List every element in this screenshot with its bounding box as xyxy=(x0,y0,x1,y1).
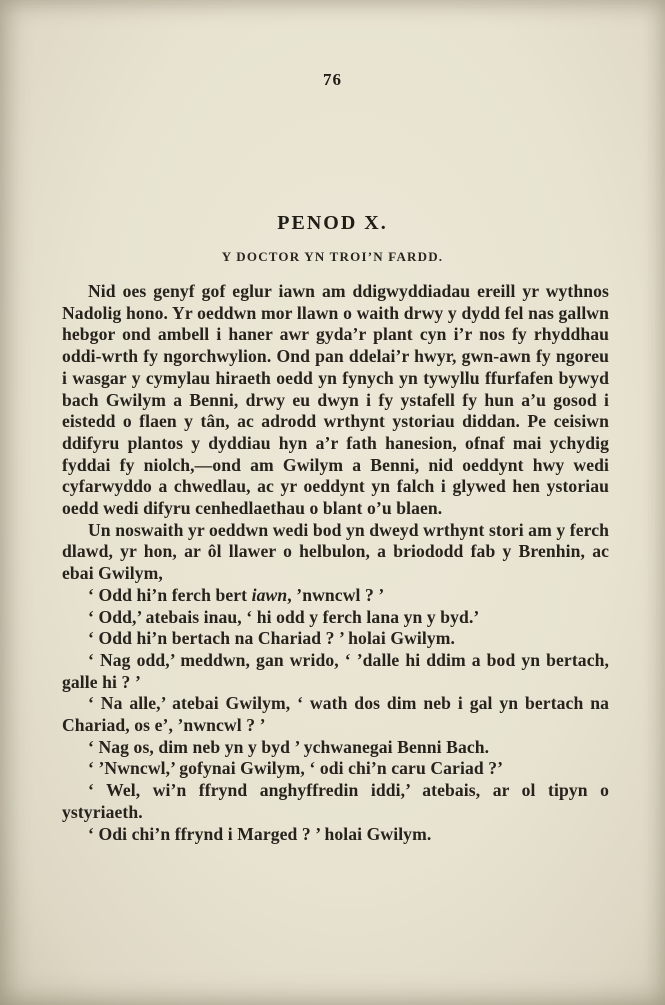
text-run: ‘ ’Nwncwl,’ gofynai Gwilym, ‘ odi chi’n caru Cariad ?’ xyxy=(88,758,504,779)
paragraph xyxy=(62,628,609,650)
text-run: ‘ Odd,’ atebais inau, ‘ hi odd y ferch lana yn y byd.’ xyxy=(88,606,480,627)
body-text xyxy=(62,281,609,845)
paragraph xyxy=(62,693,609,736)
text-run: Nid oes genyf gof eglur iawn am ddigwyddiadau ereill yr wythnos Nadolig hono. Yr oeddwn mor llawn o waith drwy y dydd fel nas gallwn hebgor ond ambell i haner awr gyda’r plant cyn i’r nos fy rhyddhau oddi-wrth fy ngorchwylion. Ond pan ddelai’r hwyr, gwn-awn fy ngoreu i wasgar y cymylau hiraeth oedd yn fynych yn tywyllu ffurfafen bywyd bach Gwilym a Benni, drwy eu dwyn i fy ystafell fy hun a’u gosod i eistedd o flaen y tân, ac adrodd wrthynt ystoriau diddan. Pe ceisiwn ddifyru plantos y dyddiau hyn a’r fath hanesion, ofnaf mai ychydig fyddai fy niolch,—ond am Gwilym a Benni, nid oeddynt hwy wedi cyfarwyddo a chwedlau, ac yr oeddynt yn falch i glywed hen ystoriau oedd wedi difyru cenhedlaethau o blant o’u blaen. xyxy=(62,281,609,519)
text-run: ‘ Odd hi’n ferch bert xyxy=(88,584,252,605)
paragraph xyxy=(62,585,609,607)
paragraph xyxy=(62,737,609,759)
text-run: ‘ Nag os, dim neb yn y byd ’ ychwanegai Benni Bach. xyxy=(88,736,490,757)
text-run: ‘ Odi chi’n ffrynd i Marged ? ’ holai Gwilym. xyxy=(88,823,432,844)
text-run: ‘ Nag odd,’ meddwn, gan wrido, ‘ ’dalle hi ddim a bod yn bertach, galle hi ? ’ xyxy=(62,649,609,692)
italic-run: iawn xyxy=(251,584,288,605)
paragraph xyxy=(62,607,609,629)
paragraph xyxy=(62,758,609,780)
text-run: ‘ Wel, wi’n ffrynd anghyffredin iddi,’ atebais, ar ol tipyn o ystyriaeth. xyxy=(62,780,609,822)
chapter-heading: PENOD X. xyxy=(277,212,388,234)
text-run: , ’nwncwl ? ’ xyxy=(287,584,385,605)
page-number: 76 xyxy=(323,70,342,89)
paragraph xyxy=(62,780,609,823)
paragraph xyxy=(62,824,609,846)
paragraph xyxy=(62,650,609,693)
text-run: ‘ Odd hi’n bertach na Chariad ? ’ holai Gwilym. xyxy=(88,628,456,649)
text-run: ‘ Na alle,’ atebai Gwilym, ‘ wath dos dim neb i gal yn bertach na Chariad, os e’, ’nwncwl ? ’ xyxy=(62,693,609,736)
text-run: Un noswaith yr oeddwn wedi bod yn dweyd wrthynt stori am y ferch dlawd, yr hon, ar ôl llawer o helbulon, a briododd fab y Brenhin, ac ebai Gwilym, xyxy=(62,519,609,584)
chapter-subheading: Y DOCTOR YN TROI’N FARDD. xyxy=(221,249,444,264)
paragraph xyxy=(62,520,609,585)
paragraph xyxy=(62,281,609,520)
